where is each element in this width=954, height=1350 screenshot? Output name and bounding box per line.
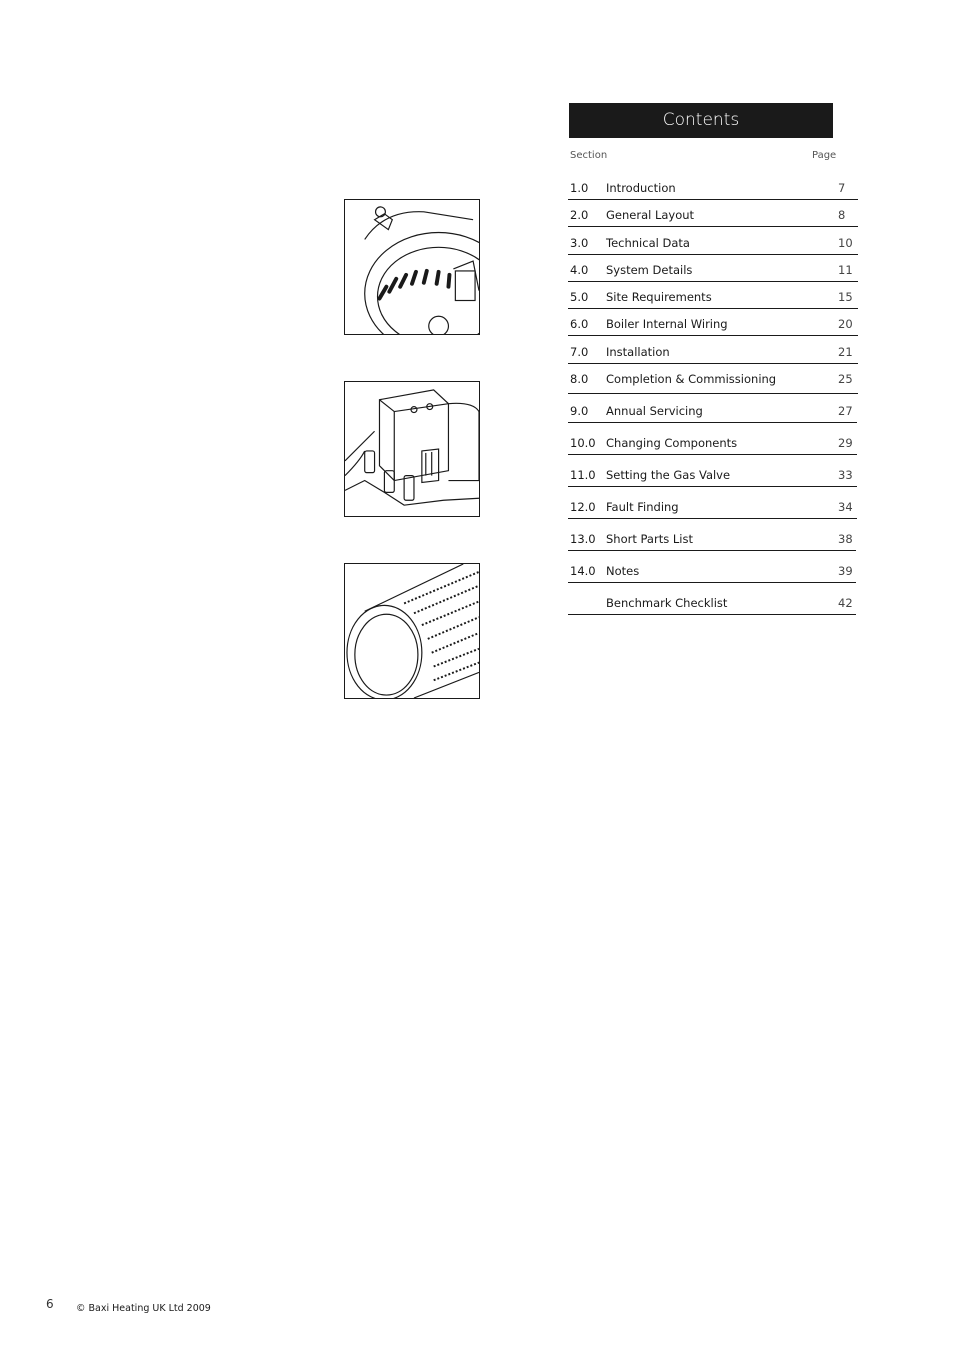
toc-section-title: Completion & Commissioning	[606, 372, 777, 386]
toc-section-number: 6.0	[570, 317, 589, 331]
toc-section-number: 7.0	[570, 345, 589, 359]
toc-divider	[568, 254, 858, 255]
toc-entry[interactable]	[568, 315, 858, 333]
toc-section-title: Annual Servicing	[606, 404, 703, 418]
toc-section-number: 8.0	[570, 372, 589, 386]
toc-divider	[568, 281, 858, 282]
toc-section-title: Fault Finding	[606, 500, 679, 514]
toc-divider	[568, 422, 857, 423]
toc-entry[interactable]	[568, 594, 858, 612]
toc-section-number: 10.0	[570, 436, 596, 450]
toc-divider	[568, 550, 856, 551]
copyright-notice: © Baxi Heating UK Ltd 2009	[76, 1303, 211, 1314]
toc-page-number: 20	[838, 317, 853, 331]
section-column-label: Section	[570, 150, 608, 161]
toc-page-number: 39	[838, 564, 853, 578]
toc-divider	[568, 518, 857, 519]
toc-section-title: Changing Components	[606, 436, 738, 450]
toc-entry[interactable]	[568, 466, 858, 484]
toc-entry[interactable]	[568, 261, 858, 279]
toc-section-title: General Layout	[606, 208, 695, 222]
toc-entry[interactable]	[568, 402, 858, 420]
toc-page-number: 10	[838, 236, 853, 250]
page-number: 6	[46, 1297, 54, 1311]
toc-page-number: 25	[838, 372, 853, 386]
toc-page-number: 33	[838, 468, 853, 482]
toc-section-title: Technical Data	[606, 236, 690, 250]
toc-entry[interactable]	[568, 343, 858, 361]
toc-page-number: 42	[838, 596, 853, 610]
toc-divider	[568, 393, 858, 394]
gas-valve-illustration	[344, 381, 480, 517]
toc-section-number: 3.0	[570, 236, 589, 250]
burner-illustration	[344, 563, 480, 699]
toc-section-number: 1.0	[570, 181, 589, 195]
toc-section-title: Site Requirements	[606, 290, 712, 304]
toc-section-title: Notes	[606, 564, 640, 578]
toc-section-title: Introduction	[606, 181, 676, 195]
toc-page-number: 38	[838, 532, 853, 546]
toc-entry[interactable]	[568, 234, 858, 252]
toc-entry[interactable]	[568, 370, 858, 388]
toc-entry[interactable]	[568, 179, 858, 197]
toc-entry[interactable]	[568, 206, 858, 224]
toc-divider	[568, 614, 856, 615]
toc-section-number: 4.0	[570, 263, 589, 277]
toc-divider	[568, 335, 858, 336]
toc-entry[interactable]	[568, 288, 858, 306]
toc-section-title: Benchmark Checklist	[606, 596, 728, 610]
toc-section-number: 14.0	[570, 564, 596, 578]
toc-section-number: 11.0	[570, 468, 596, 482]
toc-divider	[568, 486, 857, 487]
toc-section-number: 9.0	[570, 404, 589, 418]
toc-page-number: 29	[838, 436, 853, 450]
toc-page-number: 8	[838, 208, 846, 222]
toc-section-number: 5.0	[570, 290, 589, 304]
toc-divider	[568, 582, 856, 583]
toc-section-number: 2.0	[570, 208, 589, 222]
toc-entry[interactable]	[568, 562, 858, 580]
toc-entry[interactable]	[568, 498, 858, 516]
toc-entry[interactable]	[568, 434, 858, 452]
toc-page-number: 27	[838, 404, 853, 418]
toc-divider	[568, 199, 858, 200]
page-column-label: Page	[812, 150, 837, 161]
toc-section-title: Installation	[606, 345, 670, 359]
toc-page-number: 15	[838, 290, 853, 304]
toc-page-number: 34	[838, 500, 853, 514]
toc-section-title: Short Parts List	[606, 532, 693, 546]
fan-assembly-illustration	[344, 199, 480, 335]
toc-divider	[568, 363, 858, 364]
toc-section-title: Boiler Internal Wiring	[606, 317, 728, 331]
toc-page-number: 11	[838, 263, 853, 277]
toc-page-number: 7	[838, 181, 846, 195]
toc-entry[interactable]	[568, 530, 858, 548]
toc-section-title: Setting the Gas Valve	[606, 468, 731, 482]
toc-divider	[568, 308, 858, 309]
toc-divider	[568, 226, 858, 227]
toc-page-number: 21	[838, 345, 853, 359]
toc-section-number: 13.0	[570, 532, 596, 546]
toc-divider	[568, 454, 857, 455]
toc-section-title: System Details	[606, 263, 693, 277]
contents-title: Contents	[569, 103, 833, 138]
toc-section-number: 12.0	[570, 500, 596, 514]
